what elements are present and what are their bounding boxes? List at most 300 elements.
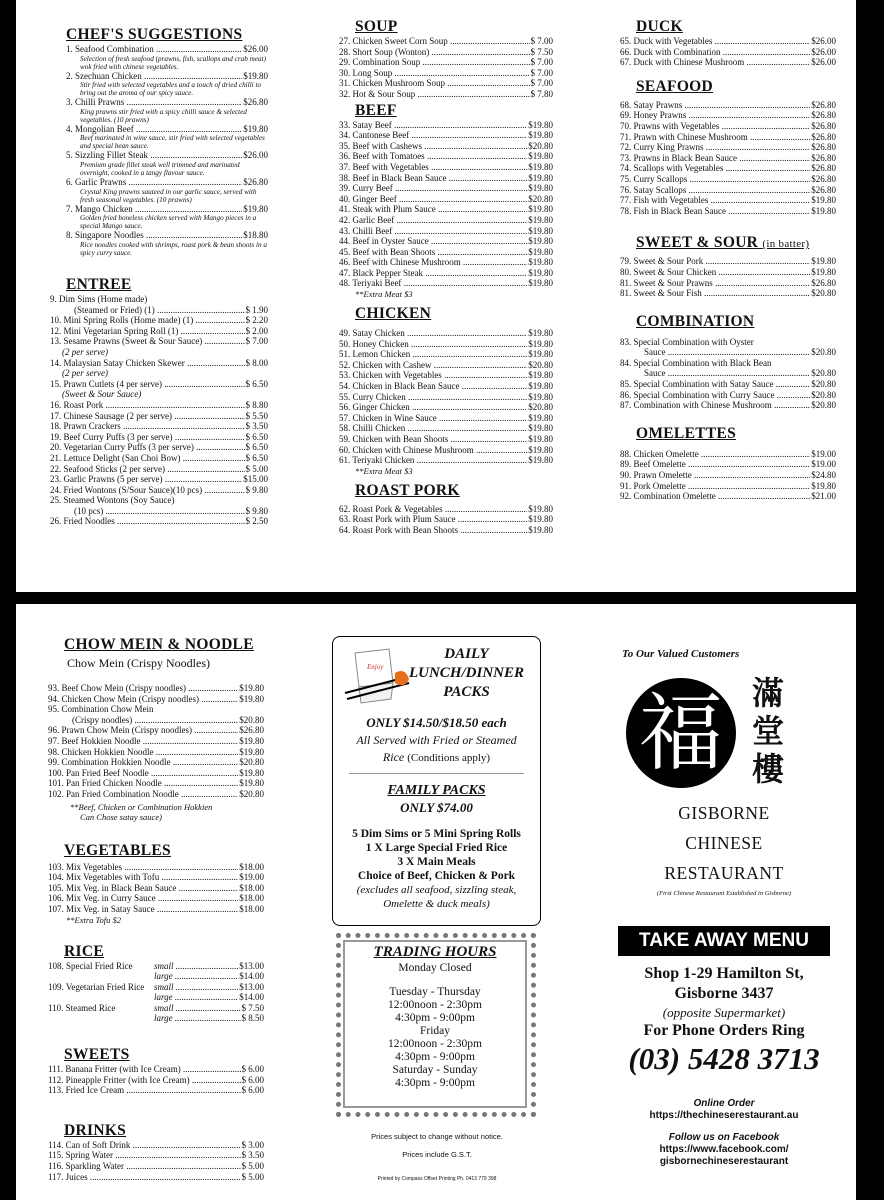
menu-item-name: 10. Mini Spring Rolls (Home made) (1) ..... bbox=[50, 315, 245, 326]
menu-item bbox=[66, 177, 268, 188]
menu-item-price: $ 7.00 bbox=[530, 78, 553, 89]
menu-item bbox=[620, 110, 836, 121]
menu-item bbox=[50, 421, 268, 432]
menu-item-name: 47. Black Pepper Steak ..... bbox=[339, 268, 527, 279]
menu-item bbox=[66, 71, 268, 82]
menu-item-price: $19.80 bbox=[239, 693, 264, 704]
menu-item bbox=[339, 226, 553, 237]
menu-item-price: $ 6.00 bbox=[241, 1074, 264, 1085]
menu-item-name: 1. Seafood Combination ..... bbox=[66, 44, 242, 55]
restaurant-name bbox=[606, 798, 842, 888]
vegetables-list bbox=[48, 862, 264, 915]
side-character: 樓 bbox=[752, 750, 785, 788]
menu-item-name: 89. Beef Omelette ..... bbox=[620, 459, 810, 470]
sweets-list bbox=[48, 1064, 264, 1096]
menu-item-name: 9. Dim Sims (Home made) bbox=[50, 294, 148, 304]
side-character: 堂 bbox=[752, 712, 785, 750]
menu-item-price: $26.80 bbox=[811, 184, 836, 195]
menu-item-name: 43. Chilli Beef ..... bbox=[339, 226, 527, 237]
menu-item-price: $19.80 bbox=[528, 434, 553, 444]
menu-item-price: $19.80 bbox=[528, 370, 553, 381]
menu-item-price: $20.80 bbox=[811, 400, 836, 411]
section-heading: CHICKEN bbox=[355, 305, 432, 323]
prices-change-note: Prices subject to change without notice. bbox=[371, 1132, 503, 1141]
menu-item bbox=[620, 459, 836, 470]
menu-item-price: $19.00 bbox=[811, 459, 836, 470]
menu-item bbox=[620, 100, 836, 111]
menu-item-price: $26.00 bbox=[243, 44, 268, 54]
menu-item-name: 98. Chicken Hokkien Noodle ..... bbox=[48, 747, 238, 758]
menu-item-name: 68. Satay Prawns ..... bbox=[620, 100, 810, 111]
menu-item-price bbox=[263, 704, 264, 715]
menu-item-name: 70. Prawns with Vegetables ..... bbox=[620, 121, 810, 132]
hours-line: 4:30pm - 9:00pm bbox=[395, 1012, 475, 1024]
served-line-1: All Served with Fried or Steamed bbox=[356, 733, 517, 747]
menu-item-name: (10 pcs) ..... bbox=[74, 506, 245, 517]
menu-item bbox=[620, 36, 836, 47]
facebook-url-1[interactable]: https://www.facebook.com/ bbox=[659, 1144, 789, 1155]
chefs-list bbox=[66, 44, 268, 257]
duck-list bbox=[620, 36, 836, 68]
family-line-2: 1 X Large Special Fried Rice bbox=[365, 842, 508, 854]
menu-item bbox=[339, 57, 553, 68]
facebook-url-2[interactable]: gisbornechineserestaurant bbox=[659, 1156, 789, 1167]
drinks-list bbox=[48, 1140, 264, 1182]
menu-item-name: 62. Roast Pork & Vegetables ..... bbox=[339, 504, 527, 515]
menu-item bbox=[48, 1150, 264, 1161]
combination-list bbox=[620, 337, 836, 411]
printer-note: Printed by Compass Offset Printing Ph. 0413 779 398 bbox=[377, 1176, 497, 1182]
established-note: (First Chinese Restaurant Established in Gisborne) bbox=[656, 890, 792, 897]
menu-item bbox=[48, 904, 264, 915]
menu-item bbox=[48, 736, 264, 747]
menu-item-name: 58. Chilli Chicken ..... bbox=[339, 423, 527, 434]
chow-mein-subtitle: Chow Mein (Crispy Noodles) bbox=[67, 656, 210, 670]
roast-pork-list bbox=[339, 504, 553, 536]
menu-item bbox=[620, 337, 836, 348]
menu-item-price: $19.80 bbox=[528, 349, 553, 360]
menu-item-name: 93. Beef Chow Mein (Crispy noodles) ..... bbox=[48, 683, 238, 694]
menu-item-price: $19.80 bbox=[239, 778, 264, 789]
menu-item bbox=[48, 757, 264, 768]
menu-item-name: 103. Mix Vegetables ..... bbox=[48, 862, 238, 873]
menu-item-name: 21. Lettuce Delight (San Choi Bow) ..... bbox=[50, 453, 245, 464]
daily-price: ONLY $14.50/$18.50 each bbox=[366, 715, 507, 730]
menu-item bbox=[620, 163, 836, 174]
menu-item-name: 117. Juices ..... bbox=[48, 1172, 241, 1183]
menu-item-name: 55. Curry Chicken ..... bbox=[339, 392, 527, 403]
menu-item bbox=[48, 1003, 264, 1014]
menu-item-name: 28. Short Soup (Wonton) ..... bbox=[339, 47, 530, 58]
menu-item-name: 17. Chinese Sausage (2 per serve) ..... bbox=[50, 411, 245, 422]
menu-item-price: $ 6.50 bbox=[245, 442, 268, 453]
menu-item bbox=[620, 267, 836, 278]
menu-item-note: (Sweet & Sour Sauce) bbox=[62, 389, 142, 400]
menu-item-price: $ 5.00 bbox=[241, 1161, 264, 1172]
menu-item bbox=[620, 358, 836, 369]
section-heading: RICE bbox=[64, 942, 104, 960]
menu-item-price: $19.80 bbox=[528, 278, 553, 289]
side-character: 滿 bbox=[752, 674, 785, 712]
menu-item-price: $26.80 bbox=[811, 120, 836, 131]
online-url[interactable]: https://thechineserestaurant.au bbox=[649, 1110, 799, 1121]
sweet-sour-sub: (in batter) bbox=[762, 238, 810, 251]
menu-item bbox=[50, 442, 268, 453]
menu-item-price: $ 8.50 bbox=[241, 1013, 264, 1024]
menu-item-price: $19.80 bbox=[528, 257, 553, 268]
family-line-3: 3 X Main Meals bbox=[397, 856, 476, 868]
menu-item bbox=[50, 432, 268, 443]
menu-item-name: 78. Fish in Black Bean Sauce ..... bbox=[620, 206, 810, 217]
menu-item-price: $18.00 bbox=[239, 861, 264, 872]
menu-item-name bbox=[48, 971, 154, 982]
column-left-bottom bbox=[48, 636, 264, 1182]
menu-item-name: 57. Chicken in Wine Sauce ..... bbox=[339, 413, 527, 424]
family-title: FAMILY PACKS bbox=[387, 783, 486, 798]
daily-line-1: DAILY bbox=[444, 646, 489, 662]
menu-page-top bbox=[16, 0, 856, 592]
menu-item bbox=[339, 381, 553, 392]
menu-item-name: 27. Chicken Sweet Corn Soup ..... bbox=[339, 36, 530, 47]
menu-item bbox=[339, 413, 553, 424]
menu-item-size: small ..... bbox=[154, 982, 238, 993]
menu-item-name: 76. Satay Scallops ..... bbox=[620, 185, 810, 196]
seafood-list bbox=[620, 100, 836, 217]
menu-item-size: small ..... bbox=[154, 961, 238, 972]
menu-item-name: 81. Sweet & Sour Prawns ..... bbox=[620, 278, 810, 289]
section-heading: SWEETS bbox=[64, 1046, 130, 1064]
menu-item-name: 2. Szechuan Chicken ..... bbox=[66, 71, 242, 82]
address-line-3: (opposite Supermarket) bbox=[662, 1005, 786, 1020]
menu-item-price: $19.00 bbox=[811, 448, 836, 459]
family-details bbox=[333, 827, 540, 911]
menu-item bbox=[48, 992, 264, 1003]
menu-item bbox=[66, 150, 268, 161]
chow-mein-note-2: Can Chose satay sauce) bbox=[80, 811, 162, 822]
menu-item-price: $19.80 bbox=[811, 205, 836, 216]
menu-item bbox=[339, 339, 553, 350]
menu-item-name: 88. Chicken Omelette ..... bbox=[620, 449, 810, 460]
menu-item bbox=[620, 278, 836, 289]
menu-item-note: (2 per serve) bbox=[62, 346, 108, 357]
menu-item-name: 65. Duck with Vegetables ..... bbox=[620, 36, 810, 47]
menu-page-bottom bbox=[16, 604, 856, 1200]
menu-item-price: $19.80 bbox=[528, 267, 553, 278]
menu-item-price: $19.80 bbox=[239, 767, 264, 778]
menu-item-price: $19.80 bbox=[528, 172, 553, 183]
take-away-banner: TAKE AWAY MENU bbox=[618, 926, 830, 956]
section-heading: ROAST PORK bbox=[355, 481, 460, 499]
menu-item-price: $ 7.00 bbox=[245, 336, 268, 347]
menu-item-price: $19.80 bbox=[528, 412, 553, 423]
hours-line: 4:30pm - 9:00pm bbox=[395, 1077, 475, 1089]
menu-item bbox=[620, 153, 836, 164]
menu-item-price: $20.80 bbox=[811, 288, 836, 299]
menu-item-description: King prawns stir fried with a spicy chilli sauce & selected vegetables. (10 prawns) bbox=[80, 107, 247, 124]
menu-item-name: 92. Combination Omelette ..... bbox=[620, 491, 810, 502]
menu-item-name: 18. Prawn Crackers ..... bbox=[50, 421, 245, 432]
menu-item-price: $ 6.50 bbox=[245, 452, 268, 463]
menu-item-price: $18.80 bbox=[243, 230, 268, 241]
menu-item-name: 12. Mini Vegetarian Spring Roll (1) ..... bbox=[50, 326, 245, 337]
menu-item-name: 49. Satay Chicken ..... bbox=[339, 328, 527, 339]
menu-item-name: 23. Garlic Prawns (5 per serve) ..... bbox=[50, 474, 242, 485]
menu-item bbox=[48, 971, 264, 982]
menu-item bbox=[339, 141, 553, 152]
menu-item bbox=[339, 423, 553, 434]
omelettes-list bbox=[620, 449, 836, 502]
menu-item bbox=[339, 215, 553, 226]
section-heading: BEEF bbox=[355, 101, 397, 119]
menu-item bbox=[48, 747, 264, 758]
menu-item bbox=[50, 474, 268, 485]
menu-item bbox=[620, 481, 836, 492]
menu-item-price: $24.80 bbox=[811, 470, 836, 481]
menu-item-name: 106. Mix Veg. in Curry Sauce ..... bbox=[48, 893, 238, 904]
menu-item-price: $21.00 bbox=[811, 491, 836, 502]
menu-item-name: 30. Long Soup ..... bbox=[339, 68, 530, 79]
menu-item bbox=[48, 768, 264, 779]
menu-item-price: $20.80 bbox=[811, 379, 836, 390]
menu-item-price: $19.80 bbox=[811, 256, 836, 267]
menu-item-name: 66. Duck with Combination ..... bbox=[620, 47, 810, 58]
menu-item-price: $ 2.50 bbox=[245, 516, 268, 527]
menu-item-price: $20.80 bbox=[528, 359, 553, 370]
menu-item-name: 95. Combination Chow Mein bbox=[48, 704, 154, 715]
menu-item-price: $15.00 bbox=[243, 474, 268, 485]
menu-item-price: $ 3.50 bbox=[241, 1150, 264, 1161]
menu-item-name: 15. Prawn Cutlets (4 per serve) ..... bbox=[50, 379, 245, 390]
menu-item bbox=[50, 453, 268, 464]
menu-item-name: 87. Combination with Chinese Mushroom ..... bbox=[620, 400, 810, 411]
menu-item-name: 86. Special Combination with Curry Sauce ..... bbox=[620, 390, 810, 401]
menu-item-name: 112. Pineapple Fritter (with Ice Cream) ..... bbox=[48, 1075, 241, 1086]
chefs-section bbox=[66, 26, 268, 257]
menu-item bbox=[339, 130, 553, 141]
section-heading: VEGETABLES bbox=[64, 841, 171, 859]
menu-item-name: 4. Mongolian Beef ..... bbox=[66, 124, 242, 135]
menu-item-description: Golden fried boneless chicken served with Mango pieces in a special Mango sauce. bbox=[80, 214, 257, 231]
menu-item-name: 35. Beef with Cashews ..... bbox=[339, 141, 527, 152]
menu-item-name: 71. Prawn with Chinese Mushroom ..... bbox=[620, 132, 810, 143]
menu-item-name: 81. Sweet & Sour Fish ..... bbox=[620, 288, 810, 299]
menu-item-price: $19.80 bbox=[528, 246, 553, 257]
menu-item bbox=[339, 392, 553, 403]
menu-item-price: $26.80 bbox=[811, 99, 836, 110]
menu-item-price: $26.00 bbox=[811, 36, 836, 46]
menu-item bbox=[48, 725, 264, 736]
name-line-1: GISBORNE bbox=[678, 803, 770, 823]
menu-item-price: $ 7.50 bbox=[530, 46, 553, 57]
menu-item-price: $19.80 bbox=[528, 236, 553, 247]
entree-list-wrap bbox=[50, 294, 268, 527]
menu-item-price: $20.80 bbox=[811, 347, 836, 358]
menu-item-price: $ 7.00 bbox=[530, 57, 553, 68]
menu-item bbox=[50, 485, 268, 496]
menu-item-name: 94. Chicken Chow Mein (Crispy noodles) ..... bbox=[48, 694, 238, 705]
menu-item bbox=[339, 455, 553, 466]
section-heading: SEAFOOD bbox=[636, 77, 714, 95]
menu-item bbox=[339, 120, 553, 131]
menu-item-name: 72. Curry King Prawns ..... bbox=[620, 142, 810, 153]
menu-item-price: $19.80 bbox=[239, 746, 264, 757]
menu-item bbox=[48, 1085, 264, 1096]
menu-item-name: 105. Mix Veg. in Black Bean Sauce ..... bbox=[48, 883, 238, 894]
menu-item-price: $19.80 bbox=[528, 338, 553, 349]
menu-item-name: 52. Chicken with Cashew ..... bbox=[339, 360, 527, 371]
menu-item-name: 101. Pan Fried Chicken Noodle ..... bbox=[48, 778, 238, 789]
gst-note: Prices include G.S.T. bbox=[402, 1150, 472, 1159]
menu-item bbox=[339, 68, 553, 79]
menu-item-name: 7. Mango Chicken ..... bbox=[66, 204, 242, 215]
menu-item-name: 16. Roast Pork ..... bbox=[50, 400, 245, 411]
menu-item-price bbox=[267, 495, 268, 506]
menu-item-name: 41. Steak with Plum Sauce ..... bbox=[339, 204, 527, 215]
menu-item bbox=[339, 47, 553, 58]
menu-item-name: 104. Mix Vegetables with Tofu ..... bbox=[48, 872, 238, 883]
menu-item bbox=[620, 390, 836, 401]
menu-item-price: $19.80 bbox=[528, 161, 553, 172]
menu-item-name bbox=[48, 1013, 154, 1024]
menu-item-price: $ 6.00 bbox=[241, 1064, 264, 1075]
menu-item-name: 90. Prawn Omelette ..... bbox=[620, 470, 810, 481]
menu-item-name: 91. Pork Omelette ..... bbox=[620, 481, 810, 492]
menu-item-price: $19.00 bbox=[239, 872, 264, 883]
menu-item-name: Sauce ..... bbox=[644, 347, 810, 358]
hours-box bbox=[346, 944, 524, 1090]
menu-item-price: $19.80 bbox=[528, 204, 553, 215]
menu-item bbox=[48, 694, 264, 705]
menu-item bbox=[620, 470, 836, 481]
menu-item bbox=[339, 173, 553, 184]
menu-item bbox=[48, 789, 264, 800]
menu-item-price: $19.80 bbox=[243, 203, 268, 214]
menu-item-price: $19.80 bbox=[239, 683, 264, 693]
menu-item-size: small ..... bbox=[154, 1003, 241, 1014]
chow-mein-note-1: **Beef, Chicken or Combination Hokkien bbox=[70, 801, 213, 812]
menu-item bbox=[620, 256, 836, 267]
menu-item-price: $ 7.50 bbox=[241, 1002, 264, 1013]
menu-item bbox=[48, 1064, 264, 1075]
menu-item-name: 96. Prawn Chow Mein (Crispy noodles) ..... bbox=[48, 725, 238, 736]
menu-item-name: 115. Spring Water ..... bbox=[48, 1150, 241, 1161]
menu-item-description: Selection of fresh seafood (prawns, fish, scallops and crab meat) wok fried with chinese vegetables. bbox=[80, 54, 266, 71]
menu-item-price: $19.80 bbox=[528, 524, 553, 535]
facebook-label: Follow us on Facebook bbox=[668, 1132, 780, 1143]
menu-item-price: $26.80 bbox=[243, 97, 268, 108]
menu-item-name: 24. Fried Wontons (S/Sour Sauce)(10 pcs) ..... bbox=[50, 485, 245, 496]
menu-item bbox=[48, 715, 264, 726]
menu-item-price: $19.80 bbox=[811, 195, 836, 206]
menu-item bbox=[48, 872, 264, 883]
hours-title: TRADING HOURS bbox=[373, 944, 497, 960]
menu-item-price: $26.00 bbox=[243, 150, 268, 161]
menu-item-name: 51. Lemon Chicken ..... bbox=[339, 349, 527, 360]
menu-item-price: $ 8.00 bbox=[245, 357, 268, 368]
menu-item bbox=[339, 183, 553, 194]
menu-item-price: $20.80 bbox=[239, 788, 264, 799]
phone-label: For Phone Orders Ring bbox=[643, 1022, 805, 1039]
hours-line: Saturday - Sunday bbox=[392, 1064, 478, 1076]
menu-item bbox=[339, 370, 553, 381]
menu-item-price bbox=[835, 358, 836, 369]
menu-item bbox=[339, 162, 553, 173]
menu-item-price: $ 2.20 bbox=[245, 315, 268, 326]
menu-item bbox=[48, 683, 264, 694]
menu-item-price: $18.00 bbox=[239, 903, 264, 914]
menu-item bbox=[339, 445, 553, 456]
logo bbox=[606, 674, 842, 794]
family-price: ONLY $74.00 bbox=[400, 800, 473, 815]
menu-item-name: 97. Beef Hokkien Noodle ..... bbox=[48, 736, 238, 747]
menu-item-price: $19.80 bbox=[528, 423, 553, 434]
menu-item-size: large ..... bbox=[154, 1013, 241, 1024]
menu-item-name: 110. Steamed Rice bbox=[48, 1002, 116, 1013]
menu-item bbox=[48, 704, 264, 715]
menu-item-price: $ 9.80 bbox=[245, 505, 268, 516]
menu-item bbox=[620, 449, 836, 460]
menu-item-name: 63. Roast Pork with Plum Sauce ..... bbox=[339, 514, 527, 525]
menu-item-price: $20.80 bbox=[811, 368, 836, 379]
menu-item bbox=[50, 400, 268, 411]
menu-item-price: $18.00 bbox=[239, 882, 264, 893]
sweet-sour-heading: SWEET & SOUR bbox=[636, 234, 759, 252]
family-line-5: (excludes all seafood, sizzling steak, bbox=[356, 884, 517, 896]
menu-item-size: large ..... bbox=[154, 971, 238, 982]
section-heading: ENTREE bbox=[66, 276, 132, 293]
section-heading: DUCK bbox=[636, 18, 683, 35]
address-line-1: Shop 1-29 Hamilton St, bbox=[644, 965, 804, 982]
family-line-1: 5 Dim Sims or 5 Mini Spring Rolls bbox=[352, 828, 521, 840]
menu-item-name: 116. Sparkling Water ..... bbox=[48, 1161, 241, 1172]
soup-list bbox=[339, 36, 553, 100]
menu-item-price: $26.80 bbox=[811, 110, 836, 121]
menu-item bbox=[50, 379, 268, 390]
menu-item bbox=[48, 1075, 264, 1086]
menu-item bbox=[620, 195, 836, 206]
entree-section bbox=[66, 276, 268, 294]
hours-closed: Monday Closed bbox=[398, 962, 472, 974]
menu-item bbox=[339, 78, 553, 89]
menu-item-name: 32. Hot & Sour Soup ..... bbox=[339, 89, 530, 100]
menu-item-name: 100. Pan Fried Beef Noodle ..... bbox=[48, 768, 238, 779]
packs-box bbox=[332, 636, 541, 926]
menu-item-description: Beef marinated in wine sauce, stir fried with selected vegetables and special bean sauce. bbox=[80, 134, 265, 151]
menu-item-price: $19.80 bbox=[528, 444, 553, 455]
menu-item bbox=[339, 257, 553, 268]
menu-item-price: $26.80 bbox=[811, 277, 836, 288]
menu-item-price: $ 7.00 bbox=[530, 67, 553, 78]
menu-item-price: $19.80 bbox=[243, 123, 268, 134]
family-line-6: Omelette & duck meals) bbox=[383, 898, 490, 910]
menu-item-name: 84. Special Combination with Black Bean bbox=[620, 357, 772, 368]
menu-item-name: 54. Chicken in Black Bean Sauce ..... bbox=[339, 381, 527, 392]
menu-item-name: 34. Cantonese Beef ..... bbox=[339, 130, 527, 141]
served-conditions: (Conditions apply) bbox=[407, 752, 491, 764]
menu-item bbox=[66, 230, 268, 241]
served-line-2 bbox=[333, 749, 540, 767]
logo-character: 福 bbox=[638, 684, 723, 782]
menu-item bbox=[339, 194, 553, 205]
section-heading: OMELETTES bbox=[636, 424, 737, 442]
menu-item bbox=[50, 506, 268, 517]
menu-item bbox=[339, 434, 553, 445]
menu-item-name: 26. Fried Noodles ..... bbox=[50, 516, 245, 527]
menu-item bbox=[620, 132, 836, 143]
menu-item-price: $26.80 bbox=[243, 176, 268, 187]
menu-item-name: 60. Chicken with Chinese Mushroom ..... bbox=[339, 445, 527, 456]
menu-item-description: Rice noodles cooked with shrimps, roast pork & bean shoots in a spicy curry sauce. bbox=[80, 240, 267, 257]
